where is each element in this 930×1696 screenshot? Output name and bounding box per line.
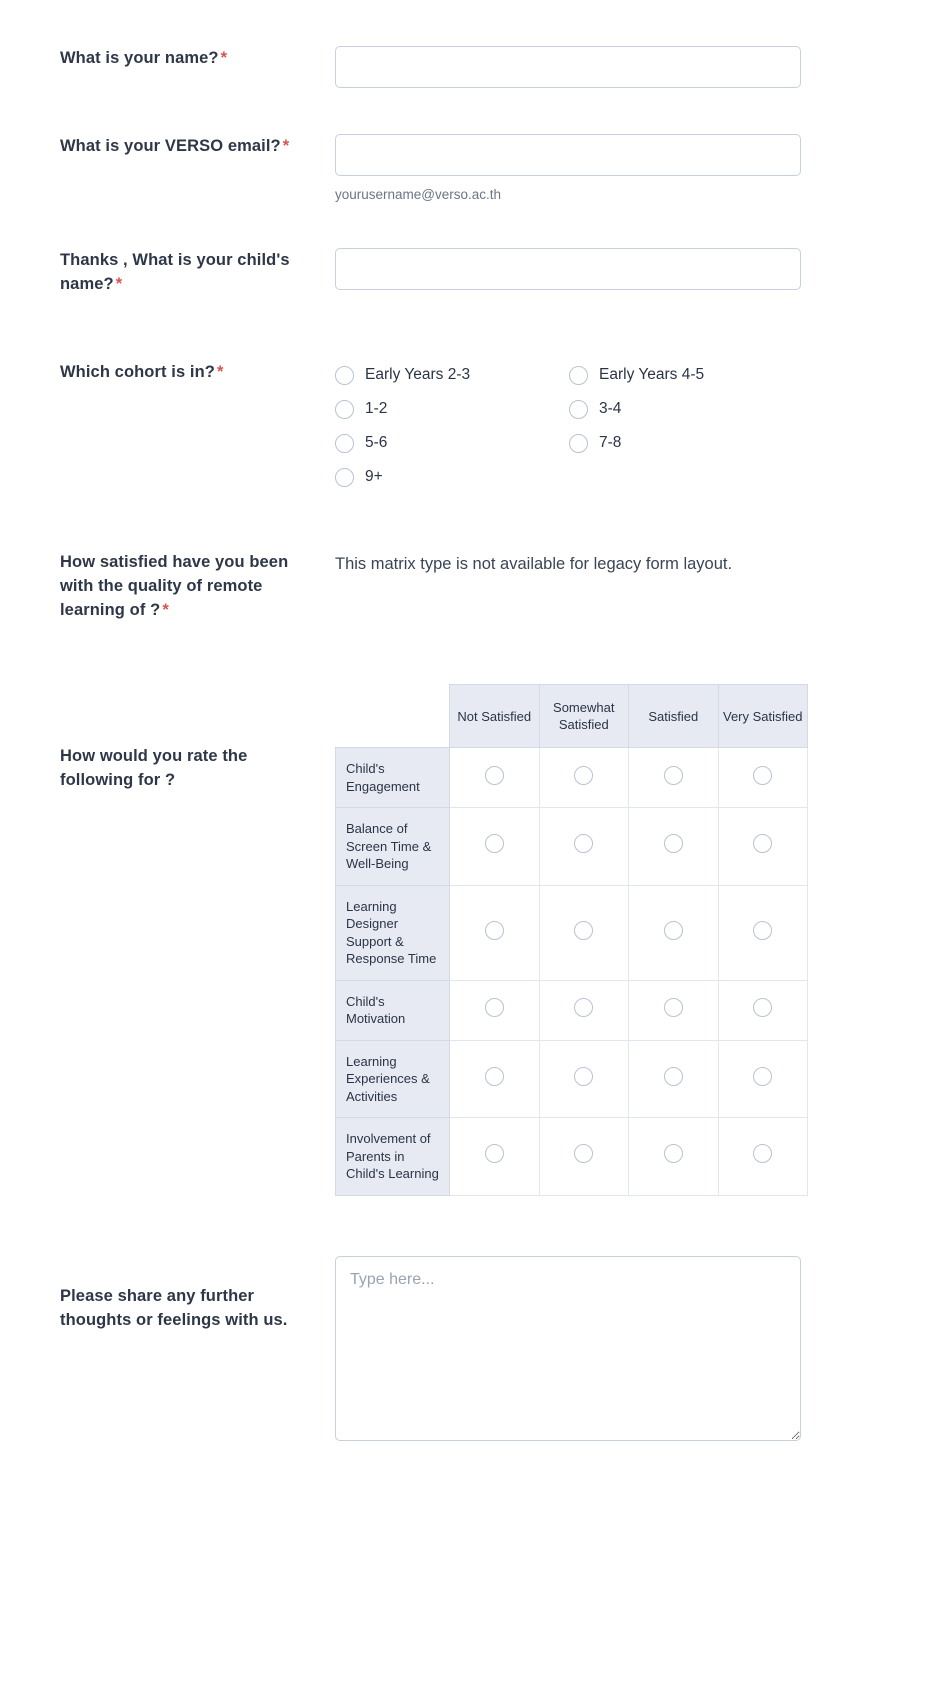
question-field-further-thoughts: [335, 1256, 800, 1441]
verso-email-input[interactable]: [335, 134, 801, 176]
matrix-cell[interactable]: [629, 885, 719, 980]
matrix-cell[interactable]: [539, 1118, 629, 1196]
matrix-cell[interactable]: [450, 808, 540, 886]
question-label-satisfaction-matrix-text: How satisfied have you been with the quality of remote learning of ?: [60, 553, 289, 619]
radio-circle-icon[interactable]: [485, 1067, 504, 1086]
radio-circle-icon[interactable]: [335, 400, 354, 419]
radio-circle-icon[interactable]: [485, 1144, 504, 1163]
question-label-satisfaction-matrix: [60, 550, 335, 622]
matrix-cell[interactable]: [629, 980, 719, 1040]
required-asterisk: *: [216, 363, 224, 381]
cohort-option-7-8[interactable]: [569, 432, 803, 454]
matrix-cell[interactable]: [718, 980, 808, 1040]
radio-circle-icon[interactable]: [569, 366, 588, 385]
matrix-corner-cell: [336, 685, 450, 748]
cohort-option-label: 5-6: [365, 434, 388, 451]
matrix-cell[interactable]: [718, 1118, 808, 1196]
cohort-option-label: 1-2: [365, 400, 388, 417]
further-thoughts-textarea[interactable]: [335, 1256, 801, 1441]
cohort-option-9-plus[interactable]: [335, 466, 569, 488]
cohort-option-label: 3-4: [599, 400, 622, 417]
matrix-row: [336, 980, 808, 1040]
matrix-row-label-learning-experiences: Learning Experiences & Activities: [336, 1040, 450, 1118]
radio-circle-icon[interactable]: [485, 834, 504, 853]
cohort-option-early-years-4-5[interactable]: [569, 364, 803, 386]
radio-circle-icon[interactable]: [753, 766, 772, 785]
question-field-verso-email: [335, 134, 800, 204]
radio-circle-icon[interactable]: [485, 921, 504, 940]
matrix-cell[interactable]: [718, 808, 808, 886]
radio-circle-icon[interactable]: [574, 1067, 593, 1086]
matrix-row-label-childs-motivation: Child's Motivation: [336, 980, 450, 1040]
question-label-cohort: [60, 360, 335, 384]
cohort-radio-group: [335, 360, 800, 488]
question-label-child-name: [60, 248, 335, 296]
question-label-further-thoughts: [60, 1256, 335, 1332]
question-label-verso-email-text: What is your VERSO email?: [60, 137, 281, 155]
radio-circle-icon[interactable]: [335, 366, 354, 385]
question-field-cohort: [335, 360, 800, 488]
required-asterisk: *: [162, 601, 169, 619]
matrix-row: [336, 1040, 808, 1118]
matrix-row: [336, 808, 808, 886]
matrix-cell[interactable]: [629, 1118, 719, 1196]
radio-circle-icon[interactable]: [574, 834, 593, 853]
radio-circle-icon[interactable]: [753, 1144, 772, 1163]
radio-circle-icon[interactable]: [569, 434, 588, 453]
cohort-option-3-4[interactable]: [569, 398, 803, 420]
matrix-cell[interactable]: [539, 885, 629, 980]
radio-circle-icon[interactable]: [485, 766, 504, 785]
radio-circle-icon[interactable]: [335, 468, 354, 487]
question-label-rating-matrix: [60, 684, 335, 792]
question-label-name-text: What is your name?: [60, 49, 219, 67]
question-label-further-thoughts-text: Please share any further thoughts or feelings with us.: [60, 1286, 288, 1329]
radio-circle-icon[interactable]: [664, 766, 683, 785]
matrix-cell[interactable]: [629, 1040, 719, 1118]
matrix-row-label-childs-engagement: Child's Engagement: [336, 748, 450, 808]
verso-email-helper-text: yourusername@verso.ac.th: [335, 187, 502, 202]
question-label-name: [60, 46, 335, 70]
matrix-header-row: [336, 685, 808, 748]
radio-circle-icon[interactable]: [664, 1144, 683, 1163]
cohort-option-1-2[interactable]: [335, 398, 569, 420]
child-name-input[interactable]: [335, 248, 801, 290]
required-asterisk: *: [220, 49, 228, 67]
question-field-rating-matrix: [335, 684, 803, 1196]
radio-circle-icon[interactable]: [574, 998, 593, 1017]
matrix-cell[interactable]: [450, 980, 540, 1040]
radio-circle-icon[interactable]: [335, 434, 354, 453]
matrix-row: [336, 1118, 808, 1196]
radio-circle-icon[interactable]: [664, 1067, 683, 1086]
cohort-option-5-6[interactable]: [335, 432, 569, 454]
radio-circle-icon[interactable]: [753, 1067, 772, 1086]
question-block-cohort: [0, 296, 930, 488]
matrix-cell[interactable]: [539, 980, 629, 1040]
matrix-row: [336, 885, 808, 980]
matrix-cell[interactable]: [450, 1118, 540, 1196]
required-asterisk: *: [282, 137, 290, 155]
question-block-name: [0, 0, 930, 88]
matrix-column-header-satisfied: Satisfied: [629, 685, 719, 748]
matrix-cell[interactable]: [539, 808, 629, 886]
matrix-column-header-not-satisfied: Not Satisfied: [450, 685, 540, 748]
cohort-option-label: 7-8: [599, 434, 622, 451]
radio-circle-icon[interactable]: [569, 400, 588, 419]
matrix-cell[interactable]: [629, 748, 719, 808]
question-label-cohort-text: Which cohort is in?: [60, 363, 215, 381]
radio-circle-icon[interactable]: [753, 834, 772, 853]
matrix-row-label-learning-designer-support: Learning Designer Support & Response Time: [336, 885, 450, 980]
matrix-cell[interactable]: [629, 808, 719, 886]
matrix-column-header-very-satisfied: Very Satisfied: [718, 685, 808, 748]
question-block-further-thoughts: [0, 1196, 930, 1441]
cohort-option-label: 9+: [365, 468, 383, 485]
cohort-option-label: Early Years 2-3: [365, 366, 471, 383]
question-label-verso-email: [60, 134, 335, 158]
cohort-option-label: Early Years 4-5: [599, 366, 705, 383]
question-block-satisfaction-matrix: [0, 488, 930, 622]
question-block-rating-matrix: [0, 622, 930, 1196]
radio-circle-icon[interactable]: [574, 1144, 593, 1163]
matrix-cell[interactable]: [718, 1040, 808, 1118]
name-input[interactable]: [335, 46, 801, 88]
question-field-name: [335, 46, 800, 88]
matrix-column-header-somewhat-satisfied: Somewhat Satisfied: [539, 685, 629, 748]
rating-matrix-table: [335, 684, 808, 1196]
legacy-layout-notice: This matrix type is not available for legacy form layout.: [335, 555, 733, 573]
radio-circle-icon[interactable]: [664, 998, 683, 1017]
question-field-satisfaction-matrix: [335, 550, 800, 577]
question-label-child-name-text: Thanks , What is your child's name?: [60, 251, 290, 293]
question-block-verso-email: [0, 88, 930, 204]
radio-circle-icon[interactable]: [753, 998, 772, 1017]
question-block-child-name: [0, 204, 930, 296]
required-asterisk: *: [115, 275, 123, 293]
radio-circle-icon[interactable]: [664, 834, 683, 853]
matrix-row: [336, 748, 808, 808]
matrix-row-label-balance-of-screen-time: Balance of Screen Time & Well-Being: [336, 808, 450, 886]
cohort-option-early-years-2-3[interactable]: [335, 364, 569, 386]
radio-circle-icon[interactable]: [753, 921, 772, 940]
question-field-child-name: [335, 248, 800, 290]
matrix-cell[interactable]: [718, 885, 808, 980]
matrix-cell[interactable]: [450, 1040, 540, 1118]
matrix-cell[interactable]: [539, 1040, 629, 1118]
radio-circle-icon[interactable]: [485, 998, 504, 1017]
matrix-cell[interactable]: [539, 748, 629, 808]
question-label-rating-matrix-text: How would you rate the following for ?: [60, 747, 248, 789]
matrix-row-label-involvement-of-parents: Involvement of Parents in Child's Learning: [336, 1118, 450, 1196]
matrix-cell[interactable]: [450, 885, 540, 980]
radio-circle-icon[interactable]: [574, 921, 593, 940]
radio-circle-icon[interactable]: [574, 766, 593, 785]
matrix-cell[interactable]: [718, 748, 808, 808]
matrix-cell[interactable]: [450, 748, 540, 808]
radio-circle-icon[interactable]: [664, 921, 683, 940]
